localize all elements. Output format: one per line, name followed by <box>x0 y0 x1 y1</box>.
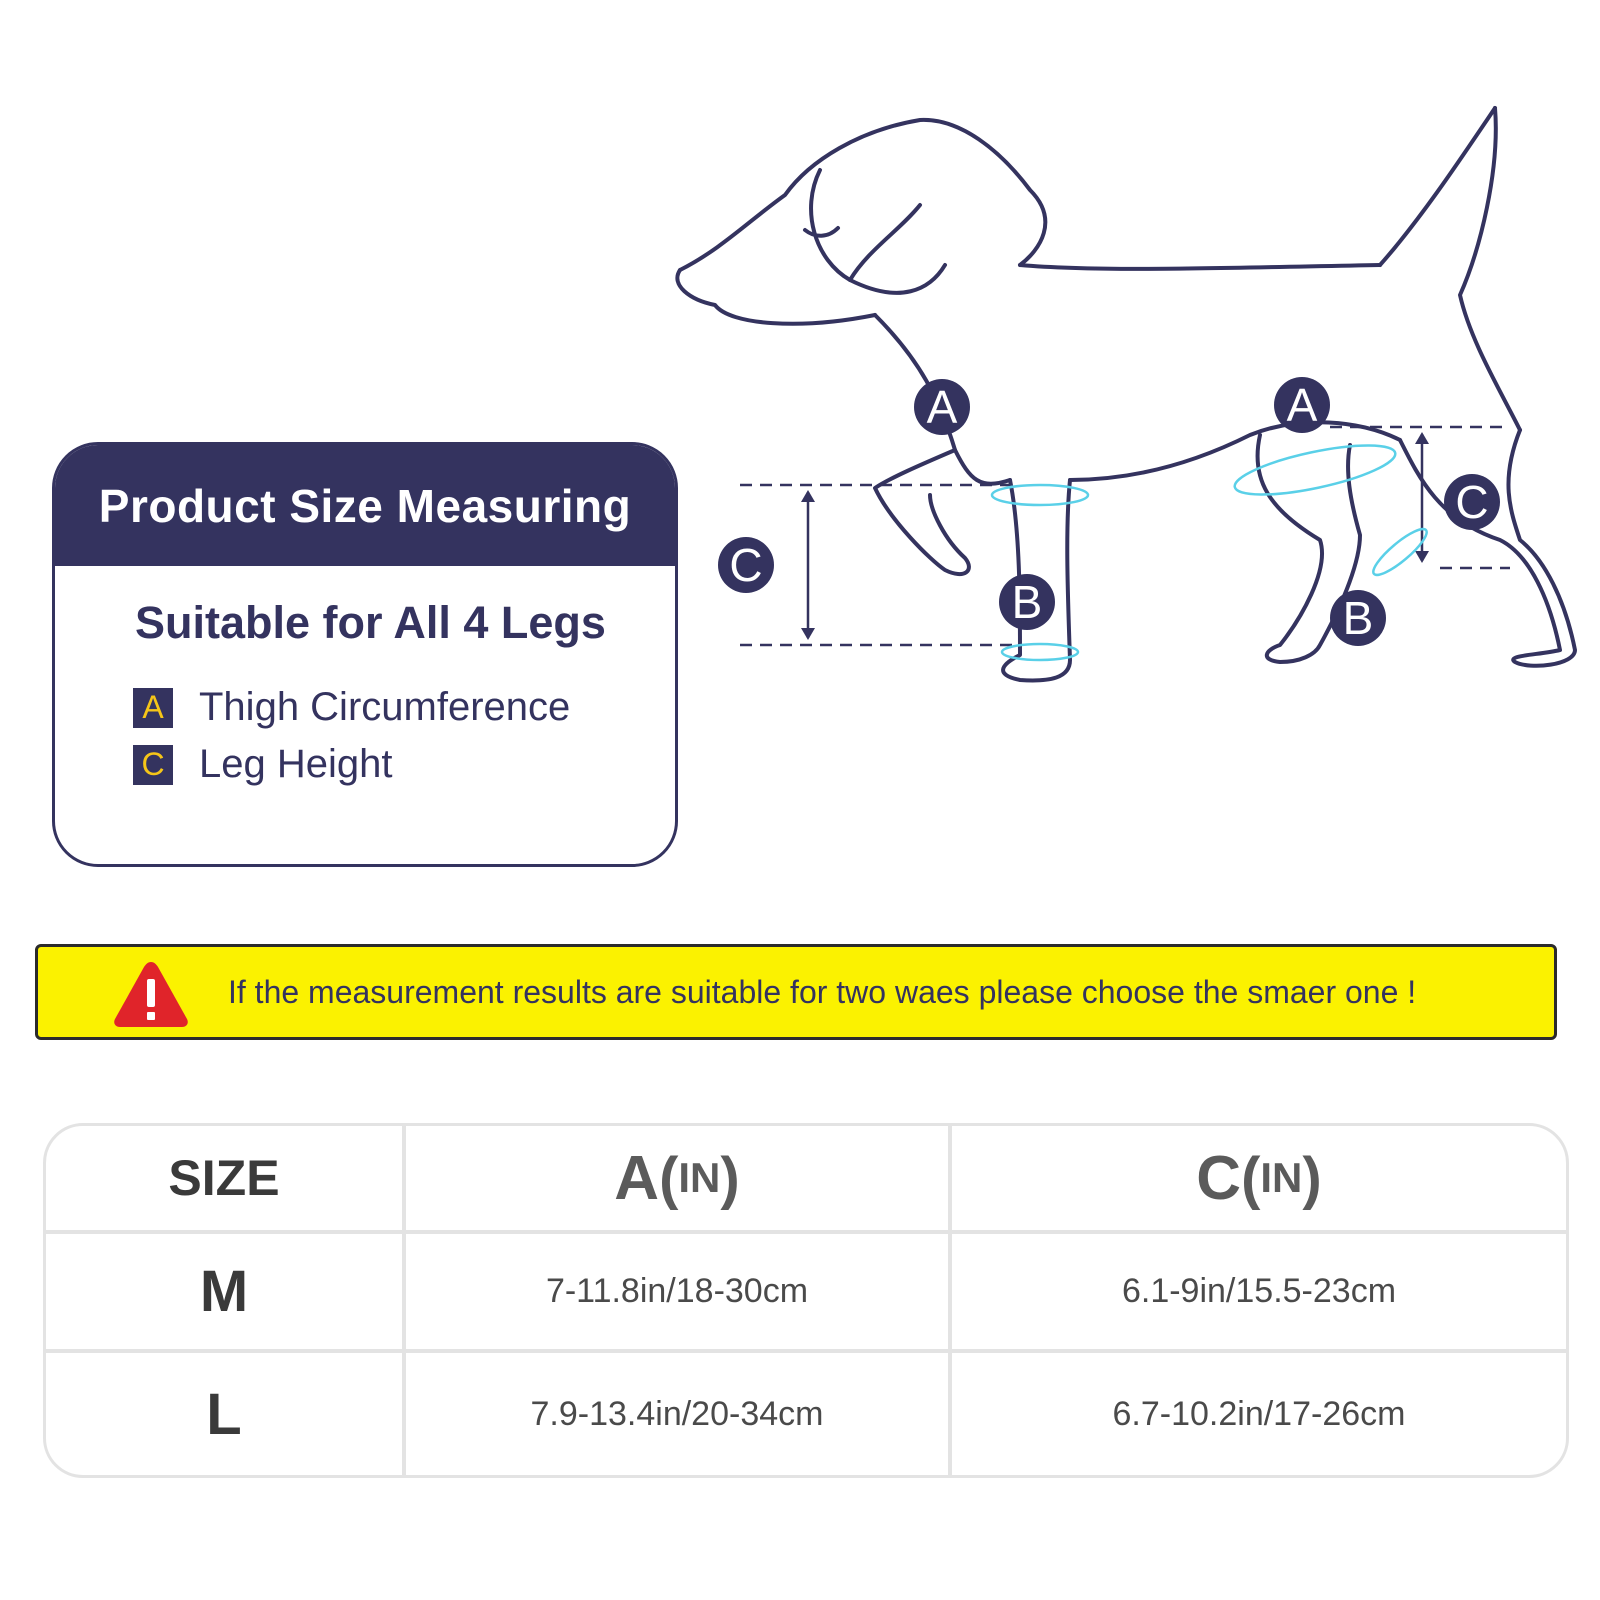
label-a-rear <box>1274 377 1330 433</box>
header-c-unit: IN <box>1260 1154 1303 1201</box>
size-table <box>43 1123 1569 1478</box>
legend-key-c: C <box>133 745 173 785</box>
header-size: SIZE <box>168 1150 280 1206</box>
measurement-guides <box>740 427 1510 660</box>
legend-item-leg-height <box>133 742 392 787</box>
legend-label-leg-height: Leg Height <box>199 742 393 786</box>
svg-text:A: A <box>1286 379 1318 431</box>
label-a-front <box>914 379 970 435</box>
card-header <box>55 445 675 566</box>
header-c <box>952 1126 1566 1230</box>
label-b-rear <box>1330 590 1386 646</box>
header-c-close: ) <box>1302 1145 1322 1211</box>
header-a <box>406 1126 948 1230</box>
header-c-letter: C <box>1196 1143 1242 1213</box>
svg-text:C: C <box>729 539 763 591</box>
label-c-front <box>718 537 774 593</box>
header-a-close: ) <box>720 1145 740 1211</box>
row-l-a-value: 7.9-13.4in/20-34cm <box>530 1394 824 1433</box>
warning-triangle-icon <box>112 959 190 1029</box>
legend-item-thigh <box>133 685 570 730</box>
row-m-c-value: 6.1-9in/15.5-23cm <box>1121 1272 1397 1310</box>
row-l-size: L <box>206 1381 242 1447</box>
header-a-letter: A <box>614 1143 660 1213</box>
row-m-size: M <box>199 1259 249 1324</box>
warning-text: If the measurement results are suitable for two waes please choose the smaer one ! <box>228 974 1417 1010</box>
label-b-front <box>999 574 1055 630</box>
svg-text:B: B <box>1342 592 1374 644</box>
card-title: Product Size Measuring <box>98 479 632 532</box>
row-l-c-value: 6.7-10.2in/17-26cm <box>1112 1394 1406 1433</box>
svg-text:A: A <box>926 381 958 433</box>
svg-text:B: B <box>1011 576 1043 628</box>
svg-text:C: C <box>1455 476 1489 528</box>
header-c-open: ( <box>1241 1145 1261 1211</box>
warning-banner <box>35 944 1557 1040</box>
header-a-open: ( <box>659 1145 679 1211</box>
dog-outline <box>677 108 1575 680</box>
header-a-unit: IN <box>678 1154 721 1201</box>
size-measuring-card <box>52 442 678 867</box>
card-subtitle: Suitable for All 4 Legs <box>135 597 606 648</box>
legend-key-a: A <box>133 688 173 728</box>
legend-label-thigh: Thigh Circumference <box>199 685 571 729</box>
dog-measurement-diagram <box>600 100 1580 720</box>
row-m-a-value: 7-11.8in/18-30cm <box>545 1272 809 1310</box>
label-c-rear <box>1444 474 1500 530</box>
